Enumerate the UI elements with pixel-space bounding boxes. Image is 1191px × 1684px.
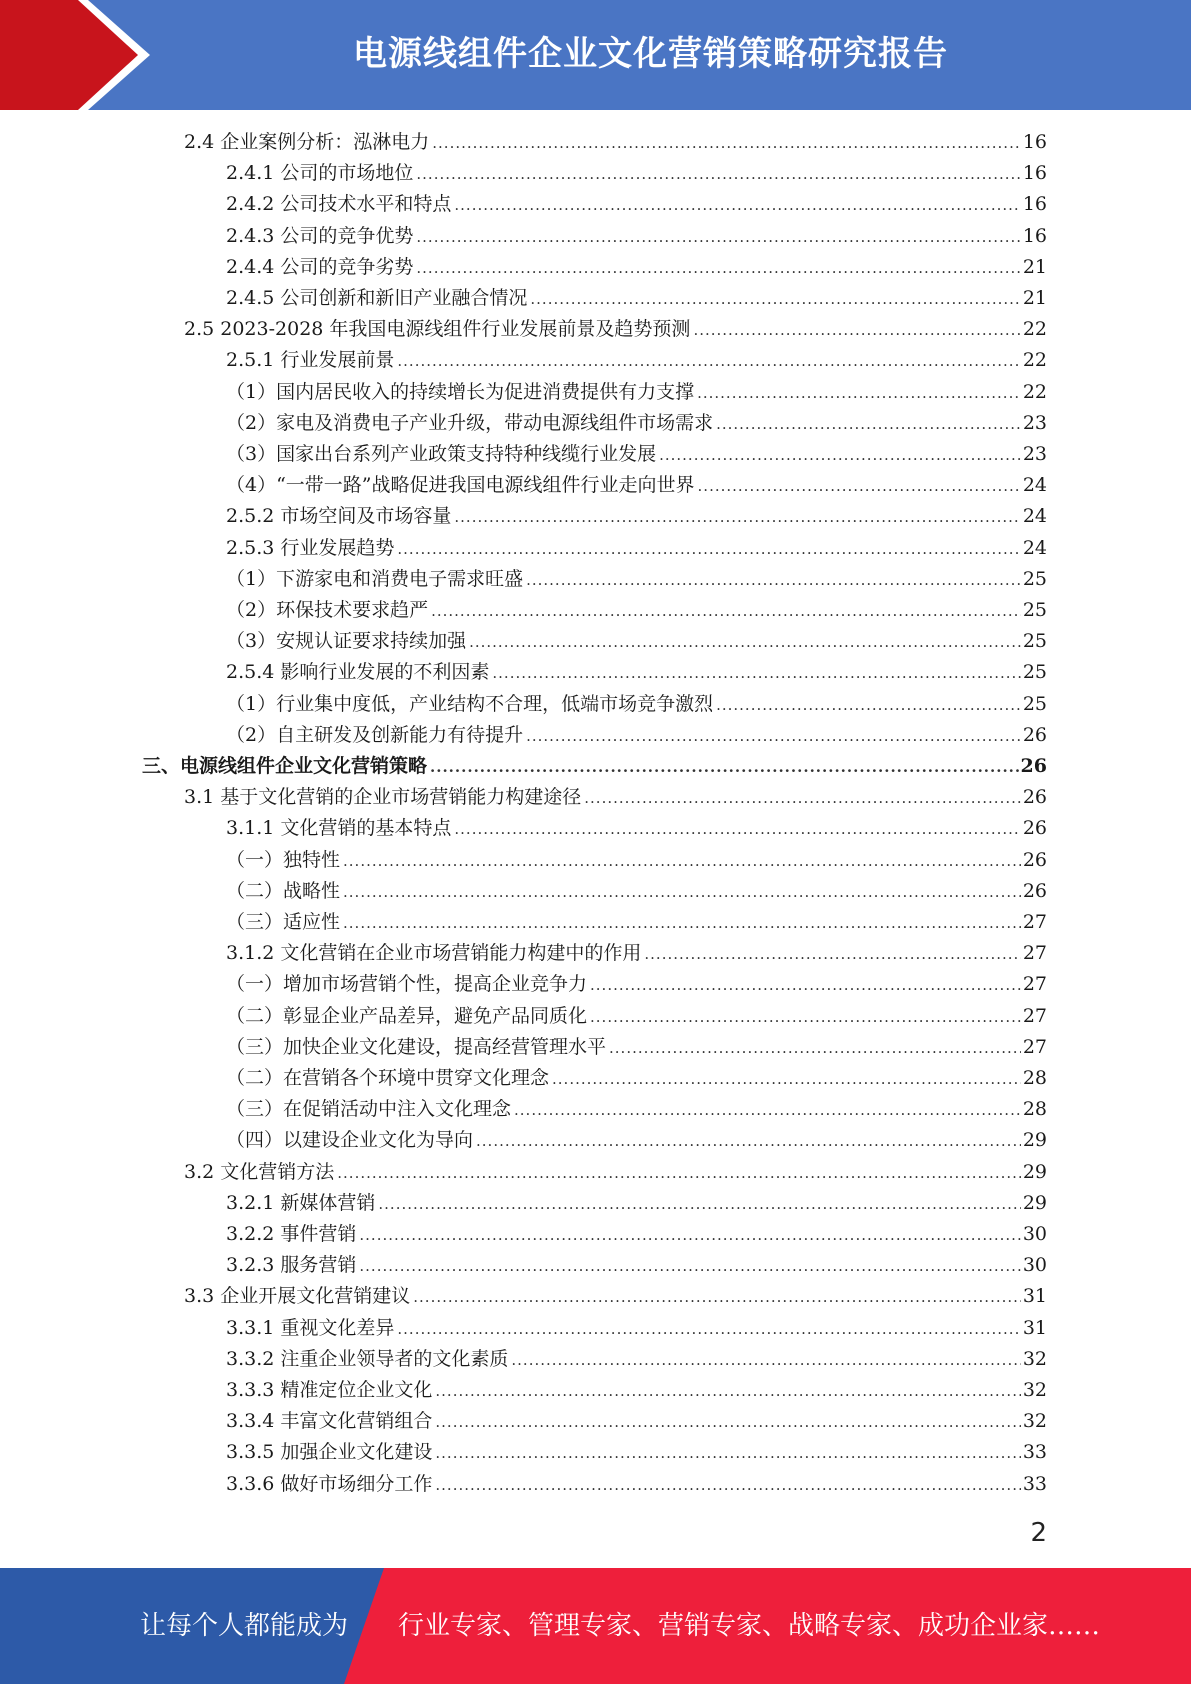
toc-entry[interactable] [226,345,1047,376]
toc-entry-title: 2.4.5 公司创新和新旧产业融合情况 [226,287,528,309]
toc-entry-page: 29 [1022,1129,1047,1152]
footer-slogan-right: 行业专家、管理专家、营销专家、战略专家、成功企业家…… [398,1611,1101,1641]
toc-entry-page: 16 [1022,131,1047,153]
toc-entry[interactable] [226,564,1047,595]
toc-entry-page: 21 [1022,255,1047,278]
toc-entry[interactable] [226,221,1047,252]
toc-entry[interactable] [226,1406,1047,1437]
toc-entry[interactable] [226,595,1047,626]
toc-dot-leader [530,284,1020,315]
toc-entry[interactable] [226,1063,1047,1094]
toc-dot-leader [590,1002,1021,1033]
toc-entry[interactable] [184,314,1047,345]
toc-entry-page: 16 [1022,193,1047,216]
toc-entry-page: 21 [1022,287,1047,309]
toc-entry[interactable] [226,813,1047,844]
toc-dot-leader [416,159,1020,190]
toc-dot-leader [469,627,1021,658]
toc-entry-page: 24 [1022,536,1047,559]
toc-entry-page: 29 [1022,1191,1047,1214]
toc-entry-title: 2.4 企业案例分析：泓淋电力 [184,131,430,153]
toc-entry-title: 3.2.1 新媒体营销 [226,1191,376,1214]
toc-entry-title: 3.3.3 精准定位企业文化 [226,1379,433,1401]
document-title: 电源线组件企业文化营销策略研究报告 [353,34,948,74]
toc-dot-leader [492,658,1020,689]
toc-entry-page: 30 [1022,1223,1047,1245]
toc-entry[interactable] [226,158,1047,189]
toc-dot-leader [435,1407,1020,1438]
toc-entry[interactable] [226,657,1047,688]
toc-entry-title: （2）家电及消费电子产业升级，带动电源线组件市场需求 [226,411,714,434]
toc-dot-leader [416,253,1020,284]
toc-entry-page: 31 [1022,1285,1047,1308]
toc-entry-page: 16 [1022,162,1047,185]
toc-dot-leader [697,378,1021,409]
toc-entry-title: （3）安规认证要求持续加强 [226,630,467,653]
toc-dot-leader [526,565,1021,596]
toc-dot-leader [552,1064,1021,1095]
toc-entry-title: 3.3.6 做好市场细分工作 [226,1472,433,1495]
toc-entry-title: 3.3.1 重视文化差异 [226,1316,395,1339]
toc-entry-page: 16 [1022,224,1047,247]
toc-entry-title: 3.1 基于文化营销的企业市场营销能力构建途径 [184,786,582,809]
toc-entry-title: 2.5.3 行业发展趋势 [226,536,395,559]
toc-entry[interactable] [226,1437,1047,1468]
toc-entry[interactable] [226,252,1047,283]
toc-dot-leader [343,846,1021,877]
toc-dot-leader [359,1251,1020,1282]
page-footer [0,1568,1191,1684]
toc-dot-leader [716,409,1021,440]
toc-entry[interactable] [226,845,1047,876]
toc-entry[interactable] [226,1125,1047,1156]
toc-entry-page: 26 [1022,879,1047,902]
toc-dot-leader [337,1158,1021,1189]
toc-entry-page: 25 [1022,692,1047,715]
toc-entry[interactable] [226,377,1047,408]
toc-entry-page: 26 [1022,817,1047,840]
toc-entry-title: （1）行业集中度低，产业结构不合理，低端市场竞争激烈 [226,692,714,715]
toc-dot-leader [430,752,1019,783]
toc-entry[interactable] [226,938,1047,969]
toc-dot-leader [378,1189,1020,1220]
toc-entry-page: 32 [1022,1379,1047,1401]
toc-dot-leader [397,534,1020,565]
toc-entry[interactable] [226,626,1047,657]
toc-entry[interactable] [184,1157,1047,1188]
toc-entry-title: （2）自主研发及创新能力有待提升 [226,723,524,746]
toc-entry-page: 22 [1022,380,1047,403]
toc-entry-page: 33 [1022,1441,1047,1464]
toc-entry-page: 27 [1022,1004,1047,1027]
toc-dot-leader [397,346,1020,377]
toc-entry-page: 26 [1020,755,1047,777]
toc-entry-page: 27 [1022,942,1047,965]
toc-entry-page: 25 [1022,567,1047,590]
toc-entry-page: 32 [1022,1347,1047,1370]
toc-entry-page: 29 [1022,1160,1047,1183]
toc-entry-page: 32 [1022,1410,1047,1433]
toc-entry[interactable] [226,689,1047,720]
toc-dot-leader [416,222,1020,253]
toc-entry-title: 2.4.1 公司的市场地位 [226,162,414,185]
toc-entry-page: 27 [1022,973,1047,996]
toc-dot-leader [609,1033,1021,1064]
toc-entry-title: （一）独特性 [226,848,341,871]
toc-entry[interactable] [184,127,1047,158]
toc-entry[interactable] [226,439,1047,470]
toc-dot-leader [397,1314,1020,1345]
toc-dot-leader [693,315,1020,346]
toc-entry-title: （2）环保技术要求趋严 [226,599,429,621]
toc-entry-page: 31 [1022,1316,1047,1339]
toc-entry-title: 2.5.1 行业发展前景 [226,349,395,372]
toc-entry-page: 27 [1022,1035,1047,1058]
toc-entry[interactable] [226,408,1047,439]
toc-dot-leader [454,502,1020,533]
toc-entry[interactable] [226,720,1047,751]
toc-entry[interactable] [142,751,1047,782]
toc-entry-title: 2.5.4 影响行业发展的不利因素 [226,661,490,684]
toc-entry-page: 30 [1022,1254,1047,1277]
toc-entry-title: （三）加快企业文化建设，提高经营管理水平 [226,1035,607,1058]
toc-entry-page: 24 [1022,474,1047,497]
toc-entry-page: 26 [1022,786,1047,809]
toc-entry-title: 2.5 2023-2028 年我国电源线组件行业发展前景及趋势预测 [184,318,691,341]
toc-entry-page: 23 [1022,443,1047,465]
toc-dot-leader [526,721,1021,752]
toc-dot-leader [431,596,1021,627]
chevron-arrow-icon [0,0,160,110]
toc-entry-title: 3.3.4 丰富文化营销组合 [226,1410,433,1433]
footer-slogan-left: 让每个人都能成为 [140,1611,349,1641]
toc-entry-title: 三、电源线组件企业文化营销策略 [142,755,428,777]
toc-dot-leader [590,970,1021,1001]
toc-entry-title: （4）“一带一路”战略促进我国电源线组件行业走向世界 [226,474,695,497]
toc-entry[interactable] [226,1188,1047,1219]
toc-entry[interactable] [226,1094,1047,1125]
toc-entry-title: 3.2.2 事件营销 [226,1223,357,1245]
toc-entry[interactable] [184,1281,1047,1312]
toc-entry[interactable] [226,1375,1047,1406]
toc-entry[interactable] [226,969,1047,1000]
toc-entry-title: （二）彰显企业产品差异，避免产品同质化 [226,1004,588,1027]
toc-entry-title: （四）以建设企业文化为导向 [226,1129,474,1152]
toc-dot-leader [454,814,1020,845]
toc-entry-page: 26 [1022,848,1047,871]
toc-dot-leader [343,877,1021,908]
toc-entry-page: 25 [1022,630,1047,653]
toc-entry[interactable] [226,1313,1047,1344]
toc-entry[interactable] [226,1032,1047,1063]
toc-entry[interactable] [226,189,1047,220]
toc-entry-title: 3.1.1 文化营销的基本特点 [226,817,452,840]
toc-entry-page: 24 [1022,505,1047,528]
toc-dot-leader [435,1438,1020,1469]
toc-dot-leader [584,783,1021,814]
toc-entry[interactable] [226,533,1047,564]
toc-entry-page: 22 [1022,349,1047,372]
toc-dot-leader [413,1282,1021,1313]
toc-entry[interactable] [226,283,1047,314]
toc-entry-page: 25 [1022,661,1047,684]
toc-dot-leader [435,1376,1020,1407]
toc-dot-leader [435,1470,1020,1501]
toc-entry-page: 33 [1022,1472,1047,1495]
toc-dot-leader [454,190,1020,221]
toc-entry-title: （三）在促销活动中注入文化理念 [226,1098,512,1121]
toc-entry-title: （3）国家出台系列产业政策支持特种线缆行业发展 [226,443,657,465]
toc-entry-title: 3.2.3 服务营销 [226,1254,357,1277]
toc-entry-title: （二）在营销各个环境中贯穿文化理念 [226,1067,550,1089]
toc-dot-leader [343,908,1021,939]
toc-dot-leader [359,1220,1020,1251]
toc-entry[interactable] [226,1469,1047,1500]
toc-entry-title: （1）国内居民收入的持续增长为促进消费提供有力支撑 [226,380,695,403]
toc-entry-page: 27 [1022,911,1047,933]
toc-entry-title: （二）战略性 [226,879,341,902]
toc-entry-title: 3.3.2 注重企业领导者的文化素质 [226,1347,509,1370]
toc-entry-page: 28 [1022,1098,1047,1121]
toc-entry-title: 3.1.2 文化营销在企业市场营销能力构建中的作用 [226,942,642,965]
toc-entry-title: 3.2 文化营销方法 [184,1160,335,1183]
toc-entry[interactable] [184,782,1047,813]
toc-dot-leader [511,1345,1020,1376]
toc-entry[interactable] [226,1001,1047,1032]
toc-entry-title: 2.5.2 市场空间及市场容量 [226,505,452,528]
toc-dot-leader [476,1126,1021,1157]
toc-entry-title: 2.4.4 公司的竞争劣势 [226,255,414,278]
toc-entry-page: 28 [1022,1067,1047,1089]
toc-entry-page: 26 [1022,723,1047,746]
toc-entry-title: 3.3.5 加强企业文化建设 [226,1441,433,1464]
toc-entry-title: （1）下游家电和消费电子需求旺盛 [226,567,524,590]
toc-entry-title: 2.4.2 公司技术水平和特点 [226,193,452,216]
toc-entry-title: （一）增加市场营销个性，提高企业竞争力 [226,973,588,996]
toc-entry-title: 3.3 企业开展文化营销建议 [184,1285,411,1308]
toc-entry-page: 23 [1022,411,1047,434]
toc-dot-leader [644,939,1020,970]
toc-entry-title: 2.4.3 公司的竞争优势 [226,224,414,247]
toc-entry-page: 25 [1022,599,1047,621]
toc-dot-leader [514,1095,1021,1126]
toc-dot-leader [716,690,1021,721]
toc-entry[interactable] [226,501,1047,532]
toc-entry[interactable] [226,876,1047,907]
toc-entry[interactable] [226,1344,1047,1375]
toc-dot-leader [432,128,1021,159]
toc-dot-leader [698,471,1021,502]
toc-entry[interactable] [226,1219,1047,1250]
toc-entry[interactable] [226,907,1047,938]
toc-entry[interactable] [226,470,1047,501]
page-header [0,0,1191,110]
toc-dot-leader [659,440,1021,471]
toc-entry[interactable] [226,1250,1047,1281]
page-number: 2 [1030,1518,1047,1548]
toc-entry-title: （三）适应性 [226,911,341,933]
toc-entry-page: 22 [1022,318,1047,341]
